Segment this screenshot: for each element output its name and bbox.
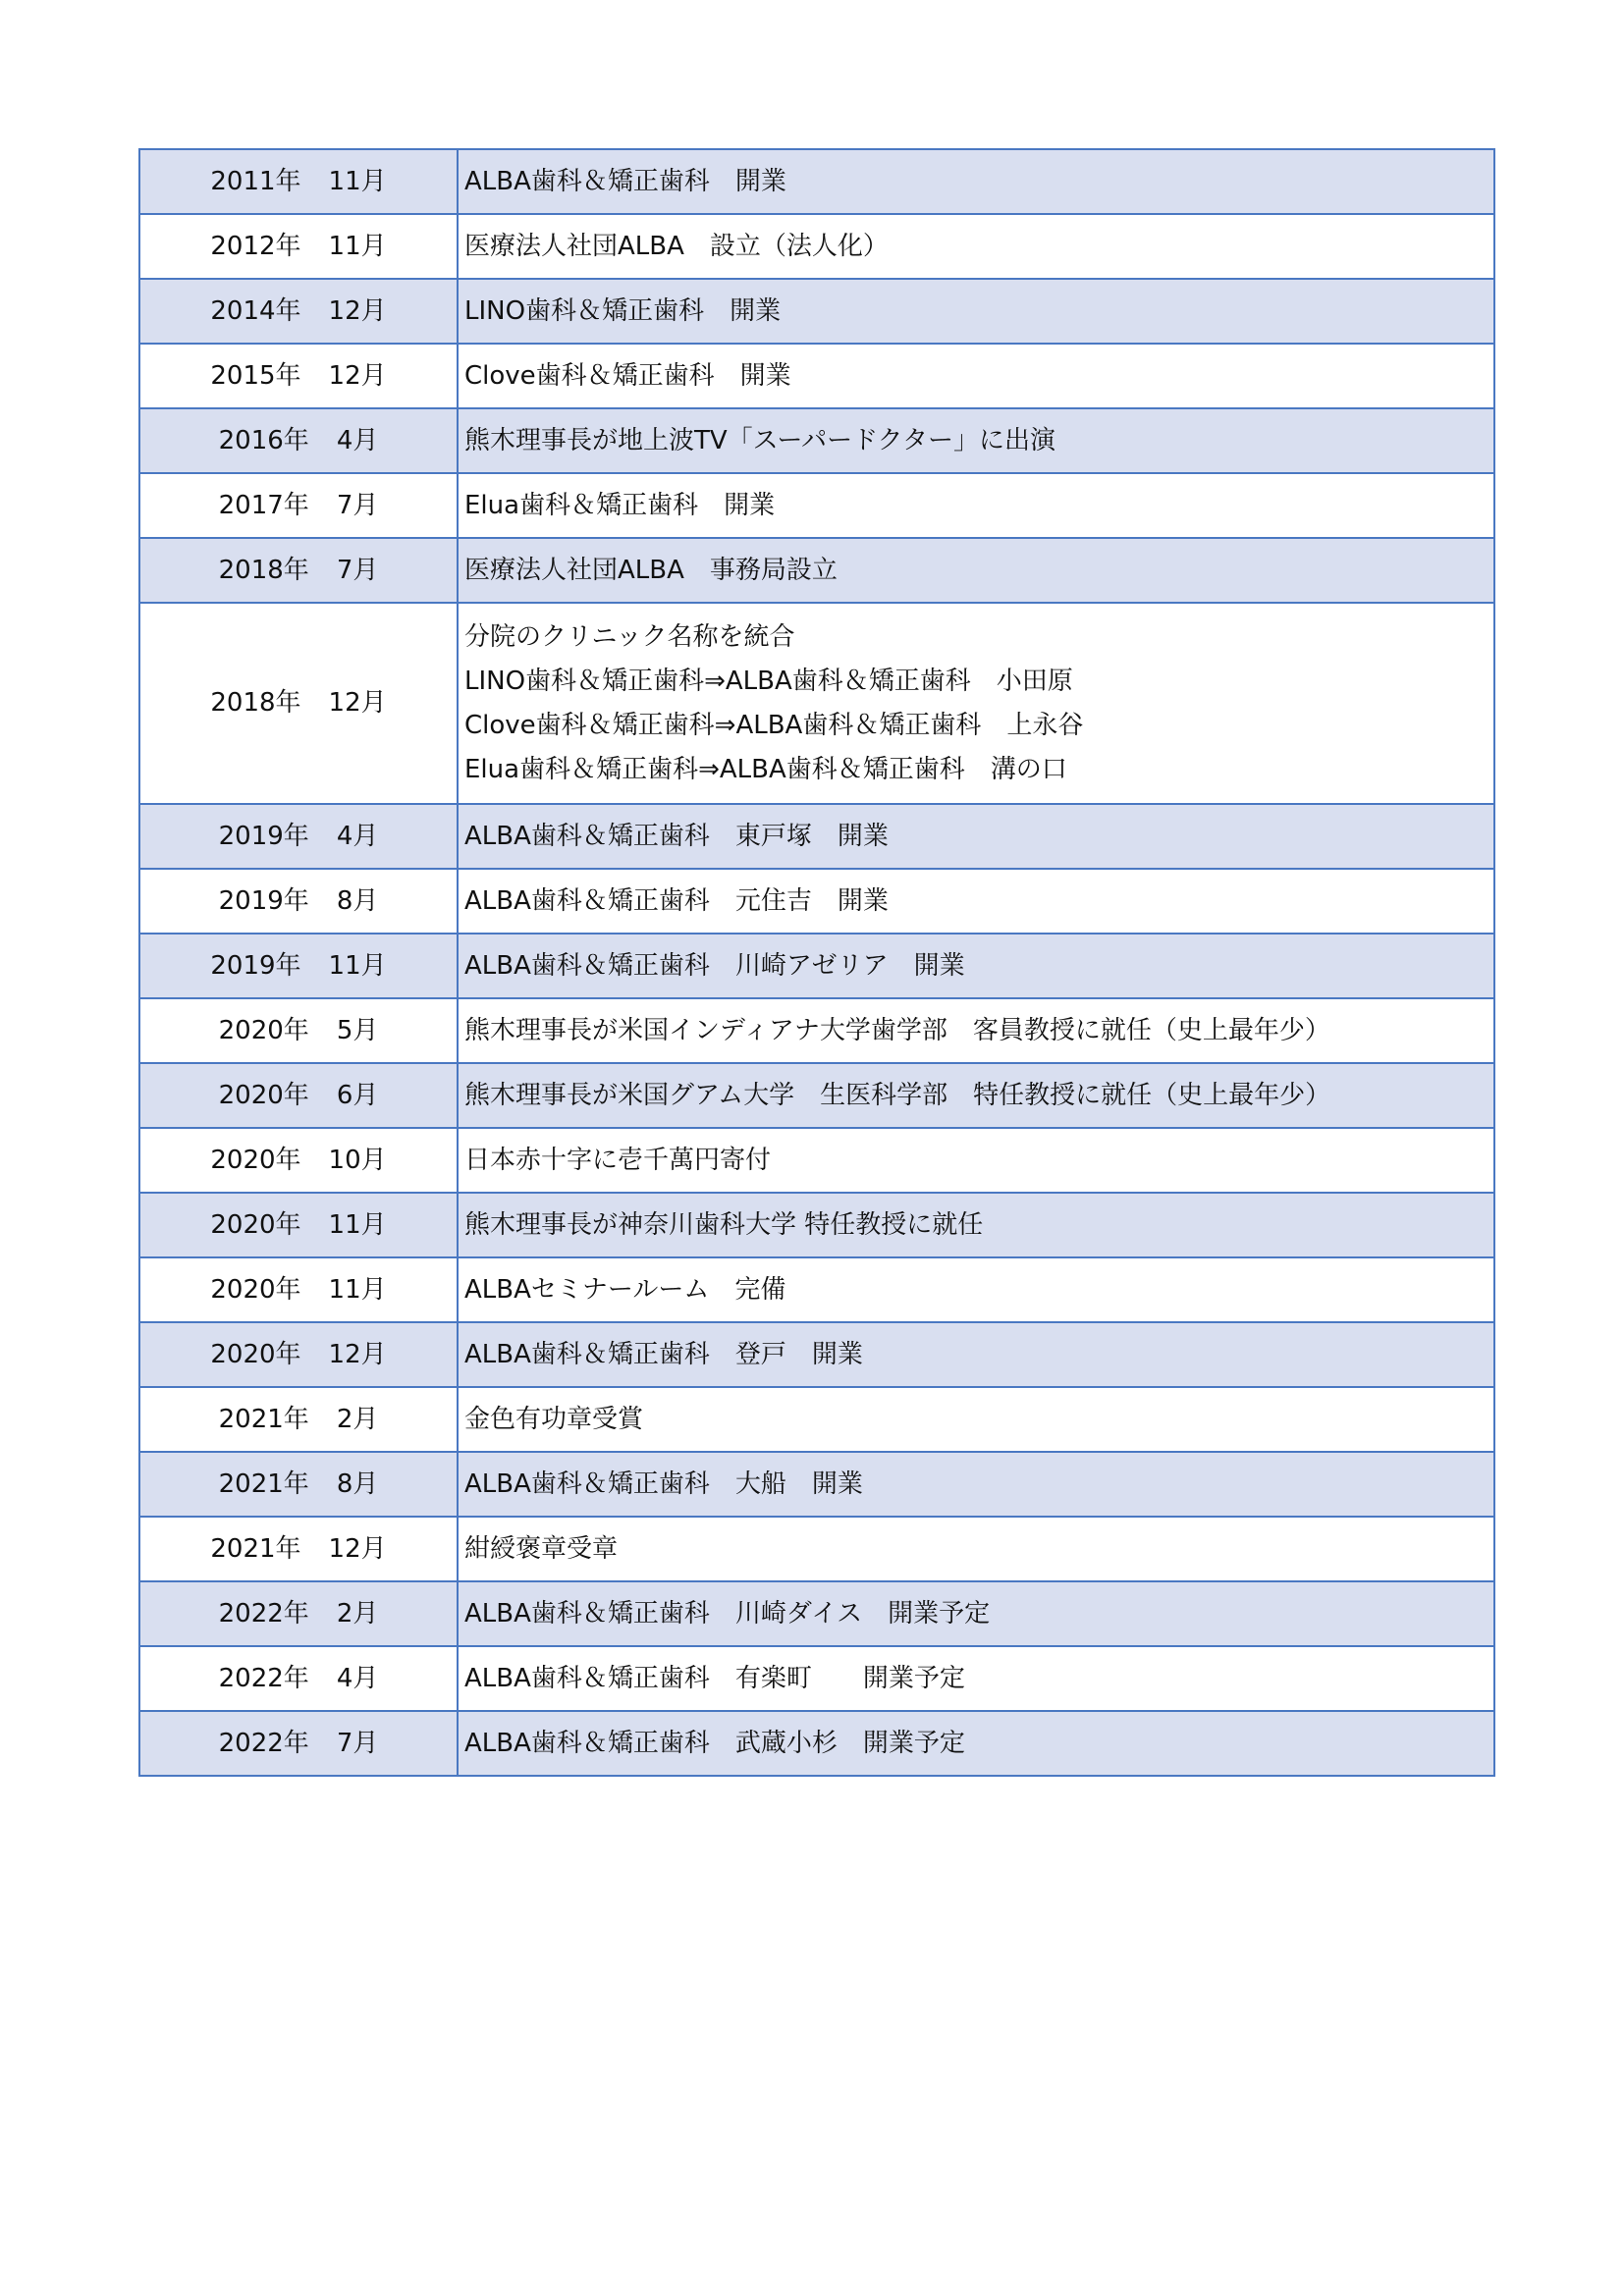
year-label: 2022年 [218, 1663, 309, 1693]
month-label: 11月 [328, 166, 387, 196]
event-text: ALBA歯科＆矯正歯科 武蔵小杉 開業予定 [464, 1728, 965, 1758]
event-cell [458, 408, 1494, 473]
date-cell [139, 869, 458, 934]
event-cell [458, 1322, 1494, 1387]
date-cell [139, 149, 458, 214]
event-text: ALBA歯科＆矯正歯科 大船 開業 [464, 1468, 863, 1499]
event-text: 熊木理事長が米国グアム大学 生医科学部 特任教授に就任（史上最年少） [464, 1080, 1331, 1110]
event-text: 熊木理事長が地上波TV「スーパードクター」に出演 [464, 425, 1056, 455]
event-cell [458, 344, 1494, 408]
year-label: 2020年 [210, 1274, 301, 1305]
event-cell [458, 149, 1494, 214]
history-row [139, 538, 1494, 603]
history-row [139, 1711, 1494, 1776]
event-text: 医療法人社団ALBA 事務局設立 [464, 555, 838, 585]
month-label: 2月 [336, 1598, 379, 1629]
year-label: 2020年 [210, 1209, 301, 1240]
history-row [139, 344, 1494, 408]
event-cell [458, 1711, 1494, 1776]
event-cell [458, 1646, 1494, 1711]
year-label: 2022年 [218, 1598, 309, 1629]
event-cell [458, 214, 1494, 279]
date-cell [139, 1517, 458, 1581]
year-label: 2018年 [218, 555, 309, 585]
date-cell [139, 1581, 458, 1646]
event-cell [458, 934, 1494, 998]
date-cell [139, 1452, 458, 1517]
history-row [139, 1322, 1494, 1387]
month-label: 4月 [336, 1663, 379, 1693]
month-label: 6月 [336, 1080, 379, 1110]
year-label: 2018年 [210, 688, 301, 718]
month-label: 7月 [336, 490, 379, 520]
event-cell [458, 1257, 1494, 1322]
history-row [139, 1063, 1494, 1128]
month-label: 11月 [328, 1274, 387, 1305]
month-label: 7月 [336, 1728, 379, 1758]
history-row [139, 1387, 1494, 1452]
event-text: ALBA歯科＆矯正歯科 有楽町 開業予定 [464, 1663, 965, 1693]
event-text: ALBA歯科＆矯正歯科 元住吉 開業 [464, 885, 889, 916]
event-text: Elua歯科＆矯正歯科 開業 [464, 490, 776, 520]
event-cell [458, 1452, 1494, 1517]
event-cell [458, 1387, 1494, 1452]
date-cell [139, 1711, 458, 1776]
year-label: 2021年 [218, 1468, 309, 1499]
history-row [139, 408, 1494, 473]
date-cell [139, 998, 458, 1063]
date-cell [139, 1193, 458, 1257]
year-label: 2015年 [210, 360, 301, 391]
event-text: 金色有功章受賞 [464, 1404, 644, 1434]
history-row [139, 1646, 1494, 1711]
month-label: 4月 [336, 821, 379, 851]
event-cell [458, 603, 1494, 804]
history-row [139, 1517, 1494, 1581]
event-text: 紺綬褒章受章 [464, 1533, 619, 1564]
month-label: 12月 [328, 1533, 387, 1564]
event-text: Clove歯科＆矯正歯科 開業 [464, 360, 791, 391]
event-text: LINO歯科＆矯正歯科 開業 [464, 295, 782, 326]
month-label: 10月 [328, 1145, 387, 1175]
event-text: 分院のクリニック名称を統合 [464, 621, 795, 652]
month-label: 11月 [328, 1209, 387, 1240]
history-row [139, 869, 1494, 934]
history-row [139, 998, 1494, 1063]
month-label: 8月 [336, 1468, 379, 1499]
history-row [139, 804, 1494, 869]
history-row [139, 934, 1494, 998]
event-cell [458, 538, 1494, 603]
date-cell [139, 1322, 458, 1387]
history-table [138, 148, 1495, 1777]
year-label: 2019年 [218, 885, 309, 916]
event-cell [458, 1063, 1494, 1128]
date-cell [139, 1387, 458, 1452]
history-row [139, 473, 1494, 538]
history-row [139, 214, 1494, 279]
year-label: 2020年 [210, 1145, 301, 1175]
date-cell [139, 934, 458, 998]
month-label: 11月 [328, 950, 387, 981]
year-label: 2020年 [210, 1339, 301, 1369]
event-cell [458, 279, 1494, 344]
event-text: 熊木理事長が米国インディアナ大学歯学部 客員教授に就任（史上最年少） [464, 1015, 1330, 1045]
date-cell [139, 1257, 458, 1322]
date-cell [139, 1063, 458, 1128]
month-label: 4月 [336, 425, 379, 455]
year-label: 2020年 [218, 1080, 309, 1110]
event-text: ALBA歯科＆矯正歯科 東戸塚 開業 [464, 821, 889, 851]
date-cell [139, 603, 458, 804]
history-row [139, 1257, 1494, 1322]
month-label: 12月 [328, 1339, 387, 1369]
date-cell [139, 804, 458, 869]
year-label: 2011年 [210, 166, 301, 196]
event-text: Clove歯科＆矯正歯科⇒ALBA歯科＆矯正歯科 上永谷 [464, 710, 1084, 740]
event-text: 熊木理事長が神奈川歯科大学 特任教授に就任 [464, 1209, 984, 1240]
event-text: 医療法人社団ALBA 設立（法人化） [464, 231, 889, 261]
month-label: 12月 [328, 688, 387, 718]
year-label: 2019年 [210, 950, 301, 981]
event-text: ALBA歯科＆矯正歯科 登戸 開業 [464, 1339, 863, 1369]
year-label: 2022年 [218, 1728, 309, 1758]
year-label: 2012年 [210, 231, 301, 261]
month-label: 12月 [328, 360, 387, 391]
event-text: ALBA歯科＆矯正歯科 川崎アゼリア 開業 [464, 950, 965, 981]
event-cell [458, 869, 1494, 934]
date-cell [139, 279, 458, 344]
event-text: ALBAセミナールーム 完備 [464, 1274, 786, 1305]
month-label: 5月 [336, 1015, 379, 1045]
event-text: 日本赤十字に壱千萬円寄付 [464, 1145, 772, 1175]
date-cell [139, 408, 458, 473]
date-cell [139, 473, 458, 538]
month-label: 11月 [328, 231, 387, 261]
year-label: 2017年 [218, 490, 309, 520]
month-label: 8月 [336, 885, 379, 916]
history-row [139, 1193, 1494, 1257]
event-text: LINO歯科＆矯正歯科⇒ALBA歯科＆矯正歯科 小田原 [464, 666, 1073, 696]
event-cell [458, 998, 1494, 1063]
month-label: 7月 [336, 555, 379, 585]
month-label: 2月 [336, 1404, 379, 1434]
year-label: 2021年 [210, 1533, 301, 1564]
date-cell [139, 1646, 458, 1711]
event-cell [458, 1193, 1494, 1257]
history-row [139, 279, 1494, 344]
year-label: 2021年 [218, 1404, 309, 1434]
history-row [139, 1128, 1494, 1193]
event-cell [458, 1581, 1494, 1646]
history-row [139, 1581, 1494, 1646]
year-label: 2019年 [218, 821, 309, 851]
history-row [139, 1452, 1494, 1517]
event-text: ALBA歯科＆矯正歯科 開業 [464, 166, 786, 196]
event-text: Elua歯科＆矯正歯科⇒ALBA歯科＆矯正歯科 溝の口 [464, 754, 1067, 784]
event-cell [458, 473, 1494, 538]
date-cell [139, 538, 458, 603]
date-cell [139, 344, 458, 408]
date-cell [139, 214, 458, 279]
year-label: 2014年 [210, 295, 301, 326]
date-cell [139, 1128, 458, 1193]
year-label: 2020年 [218, 1015, 309, 1045]
year-label: 2016年 [218, 425, 309, 455]
history-row [139, 149, 1494, 214]
history-table-body [139, 149, 1494, 1776]
month-label: 12月 [328, 295, 387, 326]
event-cell [458, 1517, 1494, 1581]
event-text: ALBA歯科＆矯正歯科 川崎ダイス 開業予定 [464, 1598, 991, 1629]
event-cell [458, 1128, 1494, 1193]
history-row [139, 603, 1494, 804]
event-cell [458, 804, 1494, 869]
